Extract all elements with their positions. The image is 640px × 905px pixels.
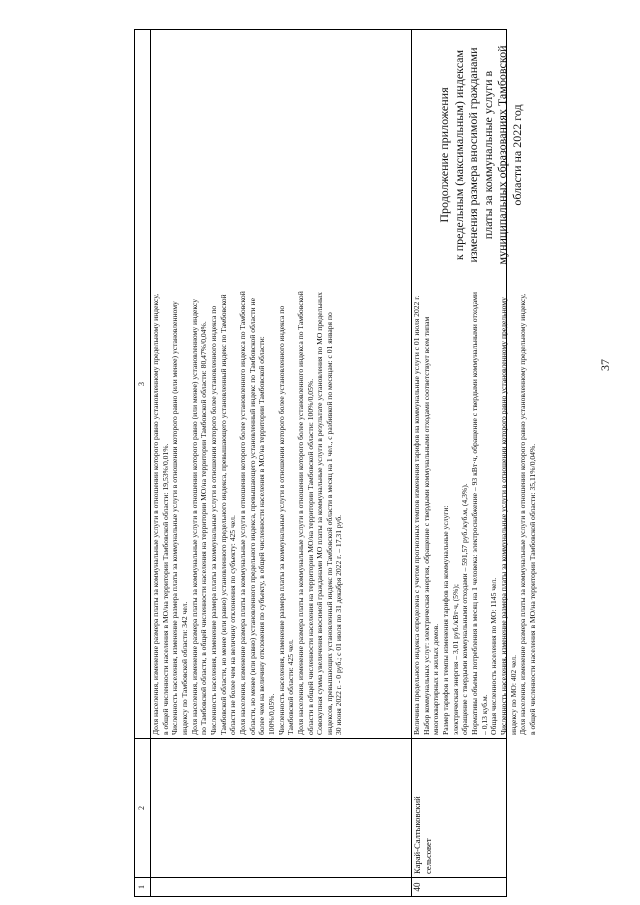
text-line: Численность населения, изменение размера платы за коммунальные услуги в отношении которого равно (или менее) установленному — [170, 301, 180, 735]
text-line: многоквартирных и жилых домов. — [431, 623, 441, 735]
text-line: области в общей численности населения на территории МО/на территории Тамбовской области: 100%/0,05%. — [305, 378, 315, 735]
municipality-name — [150, 738, 411, 877]
text-line: области не более чем на величину отклонения по субъекту: 425 чел. — [228, 515, 238, 735]
text-line: Доля населения, изменение размера платы за коммунальные услуги в отношении которого равно установленному предельному индексу, — [518, 293, 528, 735]
row-number: 40 — [411, 877, 506, 896]
text-line: индексу по МО: 402 чел. — [508, 655, 518, 735]
text-line: Доля населения, изменение размера платы за коммунальные услуги в отношении которого более установленного индекса по Тамбовской — [237, 291, 247, 735]
municipality-line: сельсовет — [422, 838, 433, 874]
text-line: Численность населения, изменение размера платы за коммунальные услуги в отношении которого равно установленному предельному — [498, 297, 508, 735]
text-line: более чем на величину отклонения по субъекту, в общей численности населения в МО/на территории Тамбовской области: — [257, 336, 267, 735]
text-line: индексов, превышающих установленный индекс по Тамбовской области в месяц на 1 чел., с разбивкой по месяцам: с 01 января по — [324, 312, 334, 735]
text-line: индексу по Тамбовской области: 342 чел. — [179, 601, 189, 735]
text-line: Совокупная сумма увеличения вносимой гражданами МО платы за коммунальные услуги в результате установления по МО предельных — [315, 292, 325, 735]
header-line: муниципальных образованиях Тамбовской — [495, 45, 510, 265]
text-line: 30 июня 2022 г. - 0 руб.; с 01 июля по 31 декабря 2022 г. – 17,31 руб. — [334, 514, 344, 735]
municipality-name — [411, 738, 506, 877]
text-line: Набор коммунальных услуг: электрическая энергия, обращение с твердыми коммунальными отходами соответствует всем типам — [421, 316, 431, 735]
text-line: Общая численность населения по МО: 1145 чел. — [489, 577, 499, 735]
header-line: Продолжение приложения — [437, 87, 451, 223]
text-line: 100%/0,05%. — [266, 693, 276, 735]
text-line: Доля населения, изменение размера платы за коммунальные услуги в отношении которого равно установленному предельному индексу, — [151, 293, 160, 735]
header-line: изменения размера вносимой гражданами — [466, 47, 481, 263]
text-line: Численность населения, изменение размера платы за коммунальные услуги в отношении которого более установленного индекса по — [208, 305, 218, 735]
text-line: Доля населения, изменение размера платы за коммунальные услуги в отношении которого равно (или менее) установленному индексу — [189, 299, 199, 735]
column-header: 2 — [135, 738, 150, 877]
text-line: электрическая энергия – 3,01 руб./кВт·ч, (5%); — [450, 584, 460, 735]
row-number — [150, 877, 411, 896]
text-line: Численность населения, изменение размера платы за коммунальные услуги в отношении которого более установленного индекса по — [276, 305, 286, 735]
text-line: обращение с твердыми коммунальными отходами – 591,57 руб./куб.м, (4,3%). — [460, 483, 470, 735]
text-line: в общей численности населения в MO/на территории Тамбовской области: 19,53%/0,01%. — [160, 443, 170, 735]
municipality-line: Карай-Салтыковский — [412, 796, 422, 874]
text-line: по Тамбовской области, в общей численности населения на территории МО/на территории Тамбовской области: 80,47%/0,04%. — [199, 321, 209, 735]
text-line: Доля населения, изменение размера платы за коммунальные услуги в отношении которого более установленного индекса по Тамбовской — [295, 291, 305, 735]
text-line: Нормативы объемы потребления в месяц на 1 человека: электроснабжение – 93 кВт·ч, обращение с твердыми коммунальными отходами — [469, 292, 479, 735]
page-number: 37 — [598, 359, 612, 371]
column-header: 1 — [135, 877, 150, 896]
text-line: – 0,13 куб.м. — [479, 694, 489, 735]
header-line: области на 2022 год — [509, 104, 524, 206]
column-header: 3 — [137, 382, 146, 386]
text-line: в общей численности населения в MO/на территории Тамбовской области: 35,11%/0,04%. — [527, 443, 537, 735]
text-line: Тамбовской области, но менее (или равно) установленного предельного индекса, превышающего установленный индекс по Тамбовской — [218, 294, 228, 735]
header-line: платы за коммунальные услуги в — [480, 70, 495, 240]
text-line: области, но менее (или равно) установленного предельного индекса, превышающего установленный индекс по Тамбовской области не — [247, 298, 257, 735]
text-line: Величина предельного индекса определена с учетом прогнозных темпов изменения тарифов на коммунальные услуги с 01 июля 2022 г. — [412, 295, 421, 735]
header-line: к предельным (максимальным) индексам — [451, 49, 466, 261]
row-description — [150, 30, 411, 738]
text-line: Размер тарифов и темпы изменения тарифов на коммунальные услуги: — [440, 505, 450, 735]
table-row — [150, 30, 412, 896]
table-header-row — [135, 30, 151, 896]
text-line: Тамбовской области: 425 чел. — [286, 639, 296, 735]
